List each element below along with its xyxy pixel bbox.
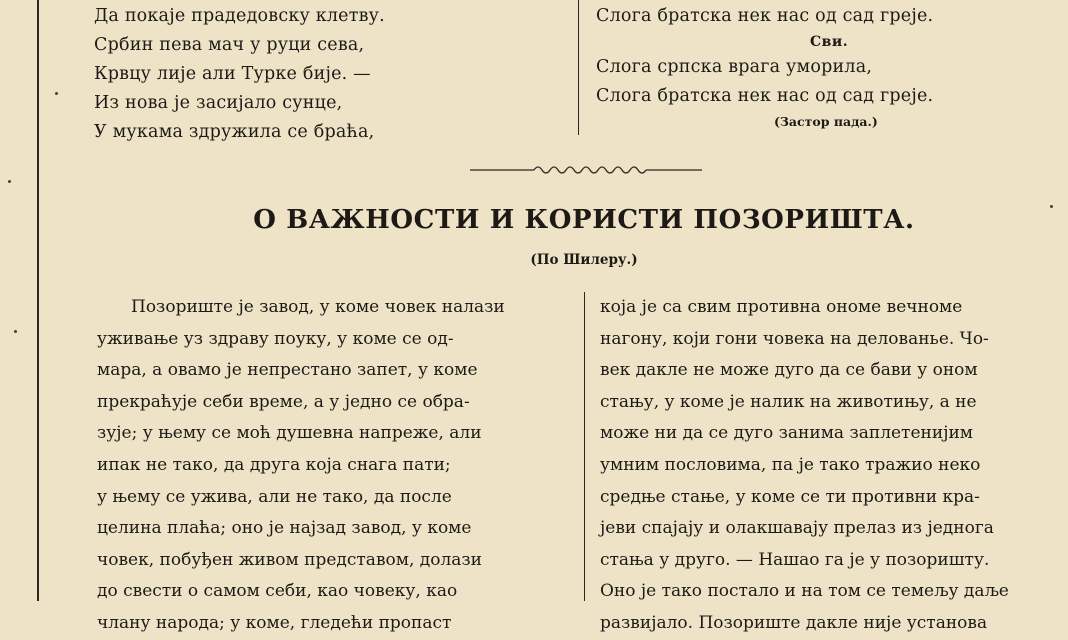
article-line: средње стање, у коме се ти противни кра- xyxy=(600,486,980,507)
article-line: мара, а овамо је непрестано запет, у коме xyxy=(97,360,478,381)
poem-line: У мукама здружила се браћа, xyxy=(94,122,375,142)
article-line: развијало. Позориште дакле није установа xyxy=(600,612,988,633)
article-line: прекраћује себи време, а у једно се обра- xyxy=(97,391,470,412)
article-title: О ВАЖНОСТИ И КОРИСТИ ПОЗОРИШТА. xyxy=(253,205,915,235)
poem-line: Из нова је засијало сунце, xyxy=(94,93,343,113)
poem-line: Слога српска врага уморила, xyxy=(596,57,873,77)
wavy-separator-ornament xyxy=(470,161,702,177)
article-line: ипак не тако, да друга која снага пати; xyxy=(97,454,451,475)
article-line: уживање уз здраву поуку, у коме се од- xyxy=(97,328,454,349)
article-line: у њему се ужива, али не тако, да после xyxy=(97,486,452,507)
scan-speck xyxy=(55,92,58,95)
article-line: умним пословима, па је тако тражио неко xyxy=(600,454,981,475)
scan-speck xyxy=(14,330,17,333)
poem-line: Да покаје прадедовску клетву. xyxy=(94,6,385,26)
article-line: може ни да се дуго занима заплетенијим xyxy=(600,423,974,444)
poem-line: Слога братска нек нас од сад греје. xyxy=(596,86,934,106)
column-divider xyxy=(584,292,585,601)
article-line: до свести о самом себи, као човеку, као xyxy=(97,581,458,602)
article-line: Оно је тако постало и на том се темељу даље xyxy=(600,581,1009,602)
article-line: стању, у коме је налик на животињу, а не xyxy=(600,391,977,412)
column-divider xyxy=(578,0,579,135)
poem-right-column xyxy=(596,2,1056,131)
margin-rule xyxy=(37,0,39,601)
article-line: Позориште је завод, у коме човек налази xyxy=(131,297,505,317)
speaker-label: Сви. xyxy=(810,34,849,50)
poem-left-column xyxy=(94,2,524,147)
poem-line: Крвцу лије али Турке бије. — xyxy=(94,64,371,84)
poem-line: Србин пева мач у руци сева, xyxy=(94,35,365,55)
article-line: човек, побуђен живом представом, долази xyxy=(97,549,483,570)
scan-speck xyxy=(8,180,11,183)
article-line: која је са свим противна ономе вечноме xyxy=(600,297,963,317)
article-line: век дакле не може дуго да се бави у оном xyxy=(600,360,978,381)
article-line: јеви спајају и олакшавају прелаз из једнога xyxy=(600,518,994,539)
article-line: стања у друго. — Нашао га је у позоришту. xyxy=(600,549,990,570)
article-line: нагону, који гони човека на делованье. Чо- xyxy=(600,328,989,349)
article-left-column xyxy=(97,292,575,640)
article-line: зује; у њему се моћ душевна напреже, али xyxy=(97,423,482,444)
article-subtitle: (По Шилеру.) xyxy=(530,252,638,268)
article-line: члану народа; у коме, гледећи пропаст xyxy=(97,612,452,633)
article-line: целина плаћа; оно је најзад завод, у коме xyxy=(97,518,472,539)
article-right-column xyxy=(600,292,1068,640)
stage-direction: (Застор пада.) xyxy=(774,114,878,129)
poem-line: Слога братска нек нас од сад греје. xyxy=(596,6,934,26)
